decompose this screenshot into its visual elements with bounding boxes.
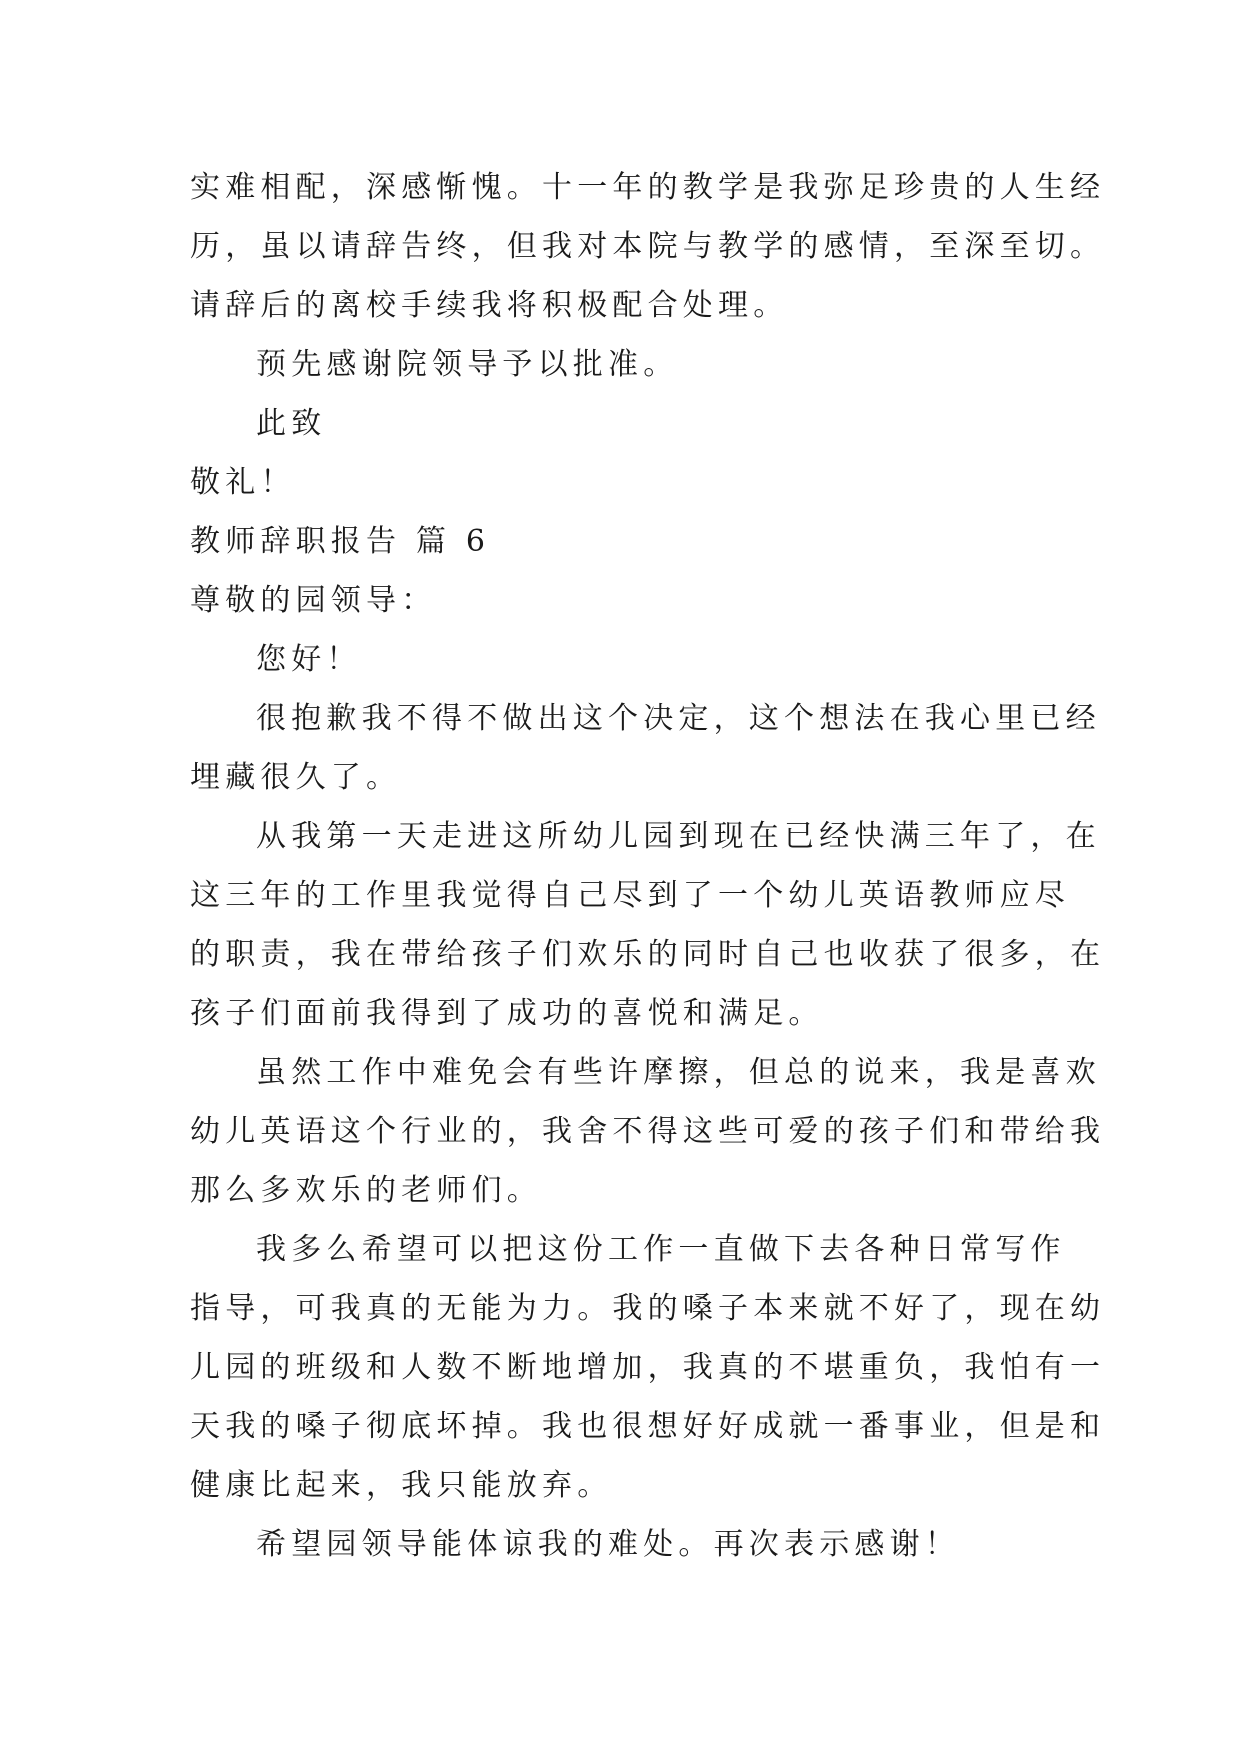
text-line: 很抱歉我不得不做出这个决定，这个想法在我心里已经 — [256, 701, 1101, 736]
text-line: 希望园领导能体谅我的难处。再次表示感谢！ — [256, 1527, 960, 1562]
text-line: 实难相配，深感惭愧。十一年的教学是我弥足珍贵的人生经 — [190, 170, 1106, 205]
document-page — [190, 158, 1106, 1574]
section-heading: 教师辞职报告 篇 6 — [190, 524, 491, 559]
text-line: 这三年的工作里我觉得自己尽到了一个幼儿英语教师应尽 — [190, 878, 1070, 913]
closing-regards: 敬礼！ — [190, 465, 296, 500]
text-line: 预先感谢院领导予以批准。 — [256, 347, 679, 382]
greeting-recipient: 尊敬的园领导： — [190, 583, 437, 618]
text-line: 我多么希望可以把这份工作一直做下去各种日常写作 — [256, 1232, 1066, 1267]
text-line: 的职责，我在带给孩子们欢乐的同时自己也收获了很多，在 — [190, 937, 1106, 972]
text-line: 埋藏很久了。 — [190, 760, 402, 795]
text-line: 孩子们面前我得到了成功的喜悦和满足。 — [190, 996, 824, 1031]
text-line: 儿园的班级和人数不断地增加，我真的不堪重负，我怕有一 — [190, 1350, 1106, 1385]
text-line: 健康比起来，我只能放弃。 — [190, 1468, 613, 1503]
text-line: 从我第一天走进这所幼儿园到现在已经快满三年了，在 — [256, 819, 1101, 854]
text-line: 虽然工作中难免会有些许摩擦，但总的说来，我是喜欢 — [256, 1055, 1101, 1090]
text-line: 请辞后的离校手续我将积极配合处理。 — [190, 288, 789, 323]
text-line: 天我的嗓子彻底坏掉。我也很想好好成就一番事业，但是和 — [190, 1409, 1106, 1444]
greeting: 您好！ — [256, 642, 362, 677]
text-line: 幼儿英语这个行业的，我舍不得这些可爱的孩子们和带给我 — [190, 1114, 1106, 1149]
text-line: 那么多欢乐的老师们。 — [190, 1173, 542, 1208]
text-line: 历，虽以请辞告终，但我对本院与教学的感情，至深至切。 — [190, 229, 1106, 264]
closing-salutation: 此致 — [256, 406, 327, 441]
text-line: 指导，可我真的无能为力。我的嗓子本来就不好了，现在幼 — [190, 1291, 1106, 1326]
